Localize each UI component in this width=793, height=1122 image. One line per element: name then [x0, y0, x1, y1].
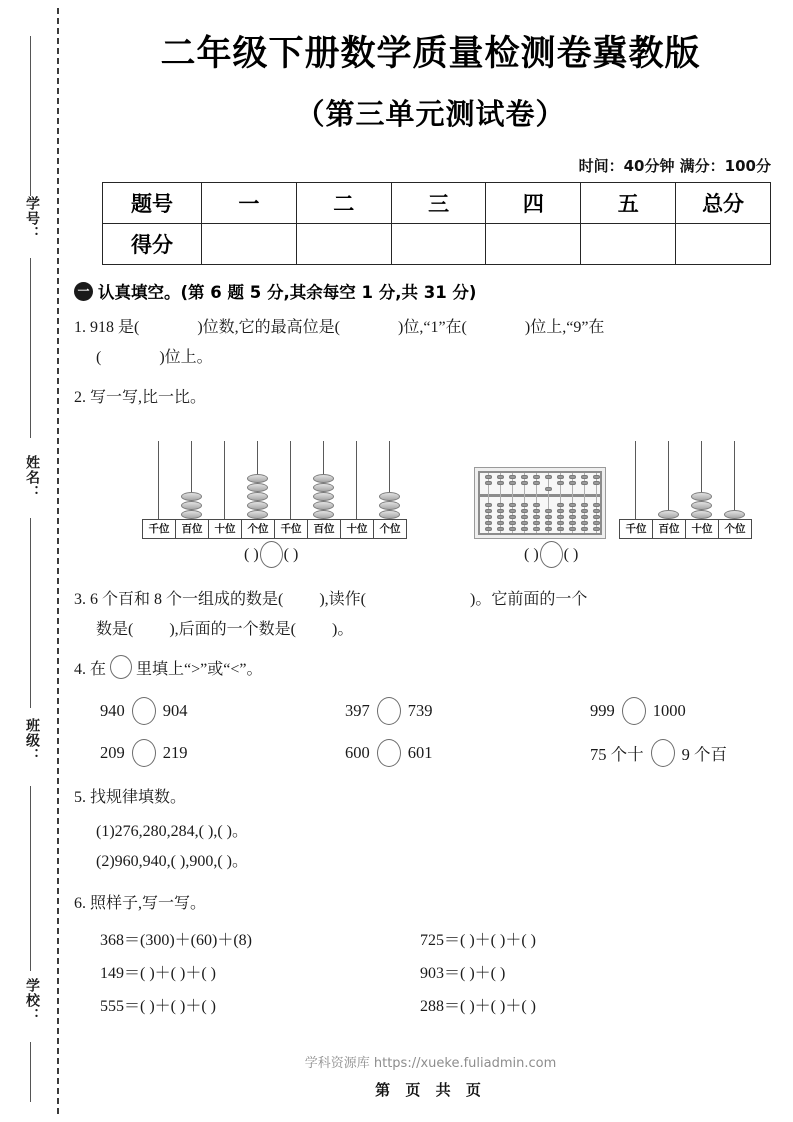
bead	[313, 510, 334, 519]
abacus-bead	[581, 509, 588, 513]
compare-right-3: 1000	[652, 701, 686, 720]
abacus-bead	[557, 475, 564, 479]
abacus-bead	[593, 481, 600, 485]
abacus-bead	[533, 503, 540, 507]
question-2-figures	[74, 421, 779, 539]
bead	[247, 483, 268, 492]
abacus-bead	[545, 487, 552, 491]
page-title: 二年级下册数学质量检测卷冀教版	[160, 34, 701, 74]
q1-part-d: )位上,“9”在	[524, 319, 605, 336]
page-number: 第 页 共 页	[375, 1081, 486, 1099]
margin-rule-4	[30, 786, 31, 971]
abacus-bead	[581, 481, 588, 485]
margin-label-student-id: 学号：	[24, 196, 40, 241]
rod-thousands	[635, 441, 636, 519]
compare-circle-5[interactable]	[377, 739, 401, 767]
abacus-bead	[533, 521, 540, 525]
question-2-prompt: 2. 写一写,比一比。	[74, 389, 207, 406]
abacus-bead	[557, 527, 564, 531]
compare-item-4	[100, 739, 345, 767]
q2-left-compare-circle[interactable]	[260, 541, 283, 568]
q2-left-blank-2[interactable]: ( )	[283, 545, 299, 563]
abacus-bead	[497, 503, 504, 507]
bead	[691, 510, 712, 519]
q3-part-e: ),后面的一个数是(	[169, 621, 297, 638]
abacus-bead	[509, 509, 516, 513]
rod-thousands	[290, 441, 291, 519]
abacus-bead	[581, 475, 588, 479]
question-2-answers	[74, 541, 779, 575]
abacus-bead	[569, 503, 576, 507]
score-cell-3[interactable]	[391, 224, 486, 265]
q1-part-a: 1. 918 是(	[74, 319, 140, 336]
bead	[724, 510, 745, 519]
rod-ones	[734, 441, 735, 519]
abacus-bead	[509, 481, 516, 485]
counting-board-1	[142, 441, 275, 539]
bead	[691, 501, 712, 510]
compare-left-6: 75 个十	[590, 745, 644, 764]
compare-left-5: 600	[345, 743, 370, 762]
abacus-bead	[509, 475, 516, 479]
bead	[313, 483, 334, 492]
abacus-bead	[521, 521, 528, 525]
place-label-thousands: 千位	[620, 520, 653, 538]
abacus-bead	[557, 509, 564, 513]
abacus-bead	[509, 503, 516, 507]
bead	[181, 510, 202, 519]
place-label-hundreds: 百位	[653, 520, 686, 538]
score-table-col-2: 二	[296, 183, 391, 224]
q3-part-d: 数是(	[96, 621, 134, 638]
exam-page	[68, 0, 793, 1122]
bead	[247, 492, 268, 501]
score-cell-total[interactable]	[676, 224, 771, 265]
q2-left-blank-1[interactable]: ( )	[244, 545, 259, 563]
abacus-bead	[569, 527, 576, 531]
question-6-items	[74, 927, 779, 1016]
question-5-items	[74, 817, 779, 877]
q1-part-f: )位上。	[159, 349, 213, 366]
margin-rule-3	[30, 518, 31, 708]
bead	[379, 510, 400, 519]
abacus-bead	[593, 503, 600, 507]
abacus-bead	[569, 475, 576, 479]
abacus-bead	[521, 503, 528, 507]
question-5-prompt: 5. 找规律填数。	[74, 789, 187, 806]
compare-circle-4[interactable]	[132, 739, 156, 767]
abacus-bead	[593, 521, 600, 525]
abacus-bead	[497, 481, 504, 485]
exam-content	[68, 279, 793, 1016]
counting-board-2-rods	[274, 441, 407, 519]
abacus-bead	[581, 527, 588, 531]
abacus-bead	[569, 509, 576, 513]
score-table-col-1: 一	[202, 183, 297, 224]
place-label-thousands: 千位	[143, 520, 176, 538]
margin-label-class: 班级：	[24, 718, 40, 763]
score-table-col-total: 总分	[676, 183, 771, 224]
compare-item-6	[590, 739, 779, 767]
abacus-bead	[569, 521, 576, 525]
abacus-bead	[581, 521, 588, 525]
score-table-row-label-1: 题号	[103, 183, 202, 224]
counting-board-3-rods	[619, 441, 752, 519]
bead	[247, 510, 268, 519]
abacus-bead	[485, 475, 492, 479]
abacus-bead	[533, 527, 540, 531]
score-cell-5[interactable]	[581, 224, 676, 265]
rod-tens	[356, 441, 357, 519]
place-label-ones: 个位	[719, 520, 752, 538]
equation-3[interactable]: 149＝( )＋( )＋( )	[100, 965, 216, 982]
abacus-bead	[581, 515, 588, 519]
compare-right-4: 219	[162, 743, 188, 762]
q2-right-blank-1[interactable]: ( )	[524, 545, 539, 563]
counting-board-1-rods	[142, 441, 275, 519]
abacus-bead	[569, 515, 576, 519]
abacus-bead	[497, 515, 504, 519]
abacus-bead	[485, 503, 492, 507]
equation-1: 368＝(300)＋(60)＋(8)	[100, 932, 252, 949]
q1-part-b: )位数,它的最高位是(	[197, 319, 341, 336]
q4-prompt-a: 4. 在	[74, 661, 107, 678]
counting-board-2	[274, 441, 407, 539]
bead	[181, 501, 202, 510]
place-label-thousands: 千位	[275, 520, 308, 538]
score-table-col-4: 四	[486, 183, 581, 224]
place-label-tens: 十位	[209, 520, 242, 538]
abacus-bead	[497, 527, 504, 531]
equation-5[interactable]: 555＝( )＋( )＋( )	[100, 998, 216, 1015]
abacus-bead	[593, 509, 600, 513]
table-row-scores	[103, 224, 771, 265]
score-table-wrapper	[68, 182, 793, 265]
abacus-bead	[593, 515, 600, 519]
score-cell-2[interactable]	[296, 224, 391, 265]
abacus-bead	[557, 521, 564, 525]
question-4-items	[74, 697, 779, 767]
abacus-bead	[485, 509, 492, 513]
q4-sample-circle	[110, 655, 132, 679]
abacus-bead	[569, 481, 576, 485]
counting-board-1-labels	[142, 519, 275, 539]
page-footer	[68, 1052, 793, 1100]
place-label-tens: 十位	[341, 520, 374, 538]
compare-left-2: 397	[345, 701, 370, 720]
page-subtitle: （第三单元测试卷）	[295, 97, 566, 131]
question-4-prompt	[74, 655, 779, 685]
q1-part-e: (	[96, 349, 102, 366]
q3-part-a: 3. 6 个百和 8 个一组成的数是(	[74, 591, 284, 608]
question-3	[74, 585, 779, 645]
cut-dashed-line	[57, 8, 59, 1114]
q2-answer-pair-left	[244, 541, 298, 568]
abacus-bead	[497, 509, 504, 513]
left-margin	[0, 0, 68, 1122]
abacus-bead	[557, 481, 564, 485]
table-row-headers	[103, 183, 771, 224]
abacus-bead	[557, 503, 564, 507]
score-table	[102, 182, 771, 265]
rod-thousands	[158, 441, 159, 519]
abacus-bead	[557, 515, 564, 519]
equation-6[interactable]: 288＝( )＋( )＋( )	[420, 998, 536, 1015]
place-label-hundreds: 百位	[176, 520, 209, 538]
section-1-heading	[74, 279, 779, 303]
equation-2[interactable]: 725＝( )＋( )＋( )	[420, 932, 536, 949]
place-label-ones: 个位	[242, 520, 275, 538]
compare-circle-2[interactable]	[377, 697, 401, 725]
abacus-bead	[533, 475, 540, 479]
counting-board-2-labels	[274, 519, 407, 539]
question-6-prompt: 6. 照样子,写一写。	[74, 895, 207, 912]
bead	[379, 501, 400, 510]
score-table-col-5: 五	[581, 183, 676, 224]
abacus-bead	[497, 475, 504, 479]
question-1	[74, 313, 779, 373]
q5-item-2[interactable]: (2)960,940,( ),900,( )。	[96, 853, 248, 870]
compare-left-1: 940	[100, 701, 125, 720]
margin-rule-1	[30, 36, 31, 196]
abacus-bead	[545, 475, 552, 479]
q2-right-blank-2[interactable]: ( )	[563, 545, 579, 563]
rod-tens	[224, 441, 225, 519]
margin-label-name: 姓名：	[24, 455, 40, 500]
abacus-bead	[521, 515, 528, 519]
compare-circle-3[interactable]	[622, 697, 646, 725]
section-1-title: 认真填空。(第 6 题 5 分,其余每空 1 分,共 31 分)	[98, 283, 477, 302]
abacus-bead	[593, 475, 600, 479]
abacus-bead	[533, 509, 540, 513]
bead	[379, 492, 400, 501]
compare-item-5	[345, 739, 590, 767]
compare-circle-1[interactable]	[132, 697, 156, 725]
q2-right-compare-circle[interactable]	[540, 541, 563, 568]
bead	[658, 510, 679, 519]
counting-board-3-labels	[619, 519, 752, 539]
q3-part-f: )。	[332, 621, 354, 638]
abacus-bead	[509, 521, 516, 525]
margin-rule-2	[30, 258, 31, 438]
abacus-bead	[485, 481, 492, 485]
bead	[313, 474, 334, 483]
counting-board-3	[619, 441, 752, 539]
bead	[247, 501, 268, 510]
bead	[313, 492, 334, 501]
place-label-tens: 十位	[686, 520, 719, 538]
q4-prompt-b: 里填上“>”或“<”。	[136, 661, 263, 678]
compare-circle-6[interactable]	[651, 739, 675, 767]
abacus-bead	[593, 527, 600, 531]
abacus-bead	[533, 515, 540, 519]
score-table-col-3: 三	[391, 183, 486, 224]
abacus-bead	[497, 521, 504, 525]
abacus-bead	[485, 527, 492, 531]
place-label-ones: 个位	[374, 520, 407, 538]
abacus-beam	[480, 494, 600, 497]
score-cell-4[interactable]	[486, 224, 581, 265]
compare-left-4: 209	[100, 743, 125, 762]
abacus-bead	[521, 481, 528, 485]
abacus-bead	[581, 503, 588, 507]
q1-part-c: )位,“1”在(	[398, 319, 467, 336]
abacus-bead	[545, 509, 552, 513]
compare-item-3	[590, 697, 779, 725]
abacus-bead	[545, 527, 552, 531]
compare-right-6: 9 个百	[681, 745, 727, 764]
abacus-bead	[509, 515, 516, 519]
bead	[181, 492, 202, 501]
watermark-text: 学科资源库 https://xueke.fuliadmin.com	[304, 1056, 557, 1071]
q3-part-b: ),读作(	[319, 591, 367, 608]
abacus-figure	[474, 467, 606, 539]
margin-rule-5	[30, 1042, 31, 1102]
abacus-bead	[509, 527, 516, 531]
abacus-frame	[478, 471, 602, 535]
abacus-bead	[485, 521, 492, 525]
margin-label-school: 学校：	[24, 978, 40, 1023]
abacus-bead	[521, 527, 528, 531]
q5-item-1[interactable]: (1)276,280,284,( ),( )。	[96, 823, 248, 840]
bead	[691, 492, 712, 501]
bead	[247, 474, 268, 483]
compare-right-2: 739	[407, 701, 433, 720]
abacus-bead	[545, 521, 552, 525]
compare-item-1	[100, 697, 345, 725]
section-number-badge: 一	[74, 282, 93, 301]
q3-part-c: )。它前面的一个	[470, 591, 588, 608]
abacus-bead	[521, 475, 528, 479]
q2-answer-pair-right	[524, 541, 578, 568]
score-table-row-label-2: 得分	[103, 224, 202, 265]
compare-left-3: 999	[590, 701, 615, 720]
abacus-bead	[533, 481, 540, 485]
compare-right-1: 904	[162, 701, 188, 720]
compare-item-2	[345, 697, 590, 725]
score-cell-1[interactable]	[202, 224, 297, 265]
abacus-bead	[545, 515, 552, 519]
compare-right-5: 601	[407, 743, 433, 762]
bead	[313, 501, 334, 510]
equation-4[interactable]: 903＝( )＋( )	[420, 965, 506, 982]
abacus-bead	[485, 515, 492, 519]
rod-hundreds	[668, 441, 669, 519]
exam-meta: 时间：40分钟 满分：100分	[578, 157, 771, 175]
place-label-hundreds: 百位	[308, 520, 341, 538]
abacus-bead	[521, 509, 528, 513]
